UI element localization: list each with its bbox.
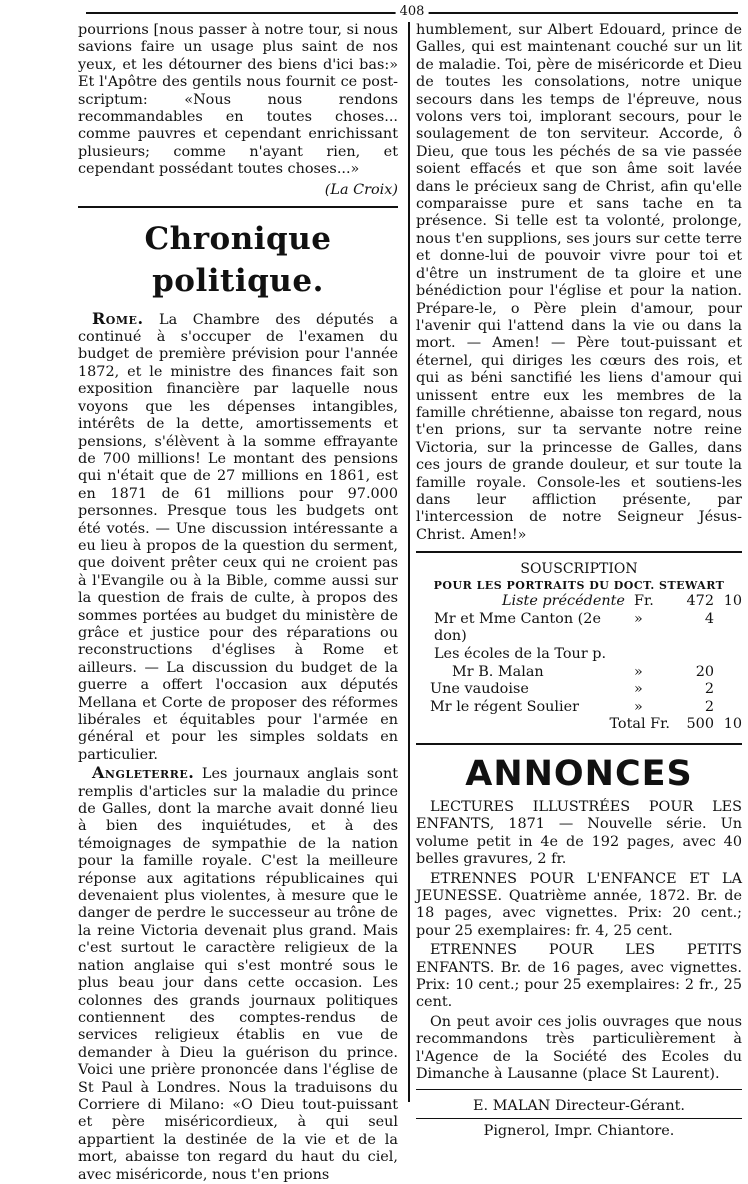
rome-text: La Chambre des députés a continué à s'occuper de l'examen du budget de première prévision pour l'année 1872, et le ministre des finances fait son exposition financière par laquelle nous voyons que les dépenses intangibles, intérêts de la dette, amortissements et pensions, s'élèvent à la somme effrayante de 700 millions! Le montant des pensions qui n'était que de 27 millions en 1861, est en 1871 de 61 millions pour 97.000 personnes. Presque tous les budgets ont été votés. — Une discussion intéressante a eu lieu à propos de la question du serment, que doivent prêter ceux qui ne croient pas à l'Evangile ou à la Bible, comme aussi sur la question de frais de culte, à propos des sommes portées au budget du ministère de grâce et justice pour des réparations ou reconstructions d'églises à Rome et ailleurs. — La discussion du budget de la guerre a offert l'occasion aux députés Mellana et Corte de proposer des réformes libérales et équitables pour l'armée en général et pour les simples soldats en particulier. [78,311,398,763]
angleterre-keyword: Angleterre. [92,763,195,783]
page-number: 408 [396,4,429,20]
footer-rule [416,1089,742,1090]
section-rule [78,206,398,208]
prayer-paragraph: humblement, sur Albert Edouard, prince de Galles, qui est maintenant couché sur un lit de maladie. Toi, père de miséricorde et Dieu de toutes les consolations, notre unique secours dans les temps de l'épreuve, nous volons vers toi, implorant secours, pour le soulagement de ton serviteur. Accorde, ô Dieu, que tous les péchés de sa vie passée soient effacés et que son âme soit lavée dans le précieux sang de Christ, afin qu'elle comparaisse pure et sans tache en ta présence. Si telle est ta volonté, prolonge, nous t'en supplions, ses jours sur cette terre et donne-lui de pouvoir vivre pour toi et d'être un instrument de ta gloire et une bénédiction pour l'église et pour la nation. Prépare-le, o Père plein d'amour, pour l'avenir qui l'attend dans la vie ou dans la mort. — Amen! — Père tout-puissant et éternel, qui diriges les cœurs des rois, et qui as béni sanctifié les liens d'amour qui unissent entre eux les membres de la famille chrétienne, abaisse ton regard, nous t'en prions, sur ta servante notre reine Victoria, sur la princesse de Galles, dans ces jours de grande douleur, et sur toute la famille royale. Console-les et soutiens-les dans leur affliction présente, par l'intercession de notre Seigneur Jésus-Christ. Amen!» [416,22,742,543]
section-title: Chronique politique. [144,220,332,299]
subscription-francs: 2 [704,681,714,698]
subscription-francs: 4 [704,610,714,627]
subscription-row [416,681,742,699]
rome-paragraph [78,310,398,765]
angleterre-paragraph [78,764,398,1184]
angleterre-text: Les journaux anglais sont remplis d'articles sur la maladie du prince de Galles, dont la marche avait donné lieu à bien des inquiétudes, et à des témoignages de sympathie de la nation pour la famille royale. C'est la meilleure réponse aux agitations républicaines qui devenaient plus violentes, à mesure que le danger de perdre le successeur au trône de la reine Victoria devenait plus grand. Mais c'est surtout le caractère religieux de la nation anglaise qui s'est montré sous le plus beau jour dans cette occasion. Les colonnes des grands journaux politiques contiennent des comptes-rendus de services religieux établis en vue de demander à Dieu la guérison du prince. Voici une prière prononcée dans l'église de St Paul à Londres. Nous la traduisons du Corriere di Milano: «O Dieu tout-puissant et père miséricordieux, à qui seul appartient la destinée de la vie et de la mort, abaisse ton regard du haut du ciel, avec miséricorde, nous t'en prions [78,766,399,1183]
footer-director: E. MALAN Directeur-Gérant. [473,1098,685,1115]
subscription-sep: » [634,681,643,698]
column-divider [408,22,410,1102]
subscription-sep: » [634,698,643,715]
subscription-total-row [416,716,742,734]
subscription-total-label: Total Fr. [609,716,670,733]
subscription-sep [634,646,674,664]
annonce-lectures: LECTURES ILLUSTRÉES POUR LES ENFANTS, 1871 — Nouvelle série. Un volume petit in 4e de 192 pages, avec 40 belles gravures, 2 fr. [416,798,742,868]
subscription-cents [714,646,742,664]
annonce-agence: On peut avoir ces jolis ouvrages que nous recommandons très particulièrement à l'Agence de la Société des Ecoles du Dimanche à Lausanne (place St Laurent). [416,1013,742,1083]
subscription-row [416,664,742,682]
annonce-etrennes-jeunesse: ETRENNES POUR L'ENFANCE ET LA JEUNESSE. Quatrième année, 1872. Br. de 18 pages, avec vignettes. Prix: 20 cent.; pour 25 exemplaires: fr. 4, 25 cent. [416,870,742,939]
subscription-row [416,611,742,646]
subscription-cents: 10 [723,593,742,610]
subscription-name: Les écoles de la Tour p. [434,645,607,662]
intro-source: (La Croix) [324,181,398,198]
footer-rule-2 [416,1118,742,1119]
subscription-table [416,593,742,734]
subscription-francs: 2 [704,698,714,715]
intro-paragraph: pourrions [nous passer à notre tour, si nous savions faire un usage plus saint de nos yeux, et les détourner des biens d'ici bas:» Et l'Apôtre des gentils nous fournit ce post-scriptum: «Nous nous rendons recommandables en toutes choses... comme pauvres et cependant enrichissant plusieurs; comme n'ayant rien, et cependant possédant toutes choses...» [78,22,398,178]
right-column [416,22,742,1141]
subscription-cents [714,611,742,646]
subscription-francs: 20 [695,663,714,680]
subscription-name: Mr et Mme Canton (2e don) [434,610,601,645]
page-header [86,4,738,20]
subscription-name: Liste précédente [502,593,625,610]
annonces-title: ANNONCES [465,753,693,794]
subscription-row [416,646,742,664]
subscription-name: Mr le régent Soulier [430,698,580,715]
subscription-subtitle: POUR LES PORTRAITS DU DOCT. STEWART [433,579,725,593]
subscription-row [416,699,742,717]
left-column [78,22,398,1184]
subscription-row [416,593,742,611]
annonces-rule [416,743,742,745]
subscription-cents [714,699,742,717]
subscription-rule [416,551,742,553]
subscription-francs [674,646,714,664]
subscription-total-francs: 500 [686,716,714,733]
rome-keyword: Rome. [92,308,144,328]
annonce-etrennes-petits: ETRENNES POUR LES PETITS ENFANTS. Br. de 16 pages, avec vignettes. Prix: 10 cent.; pour 25 exemplaires: 2 fr., 25 cent. [416,942,742,1011]
subscription-title: SOUSCRIPTION [520,561,638,578]
subscription-sep: Fr. [634,593,654,610]
subscription-total-cents: 10 [723,716,742,733]
subscription-cents [714,664,742,682]
subscription-name: Une vaudoise [430,681,529,698]
footer-printer: Pignerol, Impr. Chiantore. [483,1123,675,1140]
subscription-sep: » [634,610,643,627]
subscription-francs: 472 [686,593,714,610]
subscription-sep: » [634,663,643,680]
subscription-name: Mr B. Malan [452,663,544,680]
subscription-cents [714,681,742,699]
